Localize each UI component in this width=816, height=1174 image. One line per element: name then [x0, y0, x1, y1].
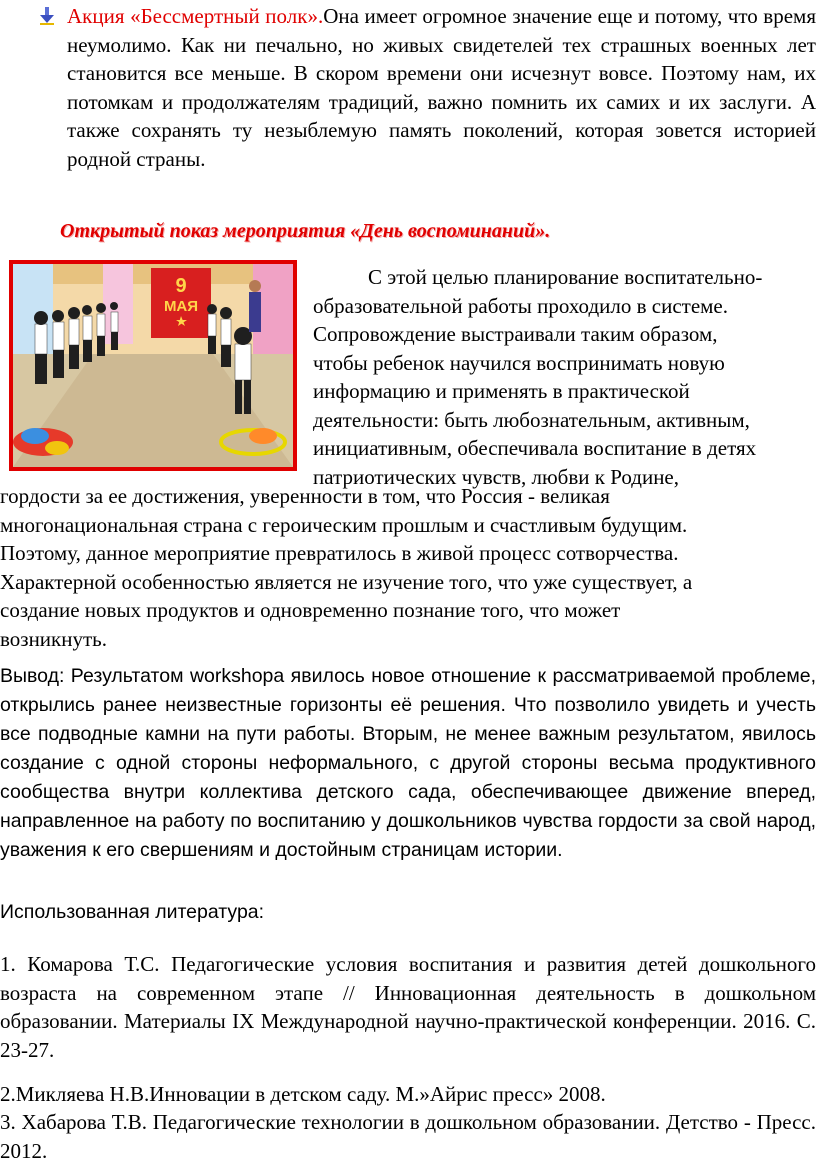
reference-item-1: 1. Комарова Т.С. Педагогические условия воспитания и развития детей дошкольного возраста на современном этапе // Инновационная деятельность в дошкольном образовании. Материалы IX Международной научно-практической конференции. 2016. С. 23-27. — [0, 952, 816, 1062]
bullet-text: Она имеет огромное значение еще и потому, что время неумолимо. Как ни печально, но живых свидетелей тех страшных военных лет становится все меньше. В скором времени они исчезнут вовсе. Поэтому нам, их потомкам и продолжателям традиций, важно помнить их самих и их заслуги. А также сохранять ту незыблемую память поколений, которая зовется историей родной страны. — [67, 4, 816, 171]
banner-word: МАЯ — [163, 298, 199, 315]
text-line: патриотических чувств, любви к Родине, — [313, 464, 680, 489]
arrow-down-bullet-icon — [37, 5, 57, 25]
conclusion-paragraph: Вывод: Результатом workshopa явилось новое отношение к рассматриваемой проблеме, открылись ранее неизвестные горизонты её решения. Что позволило увидеть и учесть все подводные камни на пути работы. Вторым, не менее важным результатом, явилось создание с одной стороны неформального, с другой стороны весьма продуктивного сообщества внутри коллектива детского сада, обеспечивающее движение вперед, направленное на работу по воспитанию у дошкольников чувства гордости за свой народ, уважения к его свершениям и достойным страницам истории. — [0, 665, 816, 861]
body-text-full-width — [0, 482, 816, 653]
text-line: многонациональная страна с героическим прошлым и счастливым будущим. — [0, 512, 688, 537]
body-text-beside-photo — [313, 263, 813, 491]
text-line: образовательной работы проходило в системе. — [313, 293, 729, 318]
section-heading: Открытый показ мероприятия «День воспоминаний». — [60, 220, 551, 242]
bullet-lead: Акция «Бессмертный полк». — [67, 4, 324, 28]
text-line: возникнуть. — [0, 626, 107, 651]
reference-item-3: 3. Хабарова Т.В. Педагогические технологии в дошкольном образовании. Детство - Пресс. 2012. — [0, 1110, 816, 1163]
literature-title: Использованная литература: — [0, 901, 265, 923]
text-line: деятельности: быть любознательным, активным, — [313, 407, 750, 432]
text-line: Характерной особенностью является не изучение того, что уже существует, а — [0, 569, 693, 594]
text-line: создание новых продуктов и одновременно познание того, что может — [0, 598, 621, 622]
event-photo — [9, 260, 297, 471]
text-line: инициативным, обеспечивала воспитание в детях — [313, 436, 757, 460]
bullet-paragraph — [67, 2, 816, 173]
text-line: чтобы ребенок научился воспринимать новую — [313, 350, 725, 375]
text-line: гордости за ее достижения, уверенности в том, что Россия - великая — [0, 484, 610, 508]
text-line: информацию и применять в практической — [313, 379, 690, 403]
banner-number: 9 — [175, 275, 187, 297]
text-line: Сопровождение выстраивали таким образом, — [313, 322, 718, 346]
reference-item-2: 2.Микляева Н.В.Инновации в детском саду. М.»Айрис пресс» 2008. — [0, 1082, 606, 1106]
text-line: С этой целью планирование воспитательно- — [368, 265, 763, 289]
text-line: Поэтому, данное мероприятие превратилось в живой процесс сотворчества. — [0, 541, 679, 565]
